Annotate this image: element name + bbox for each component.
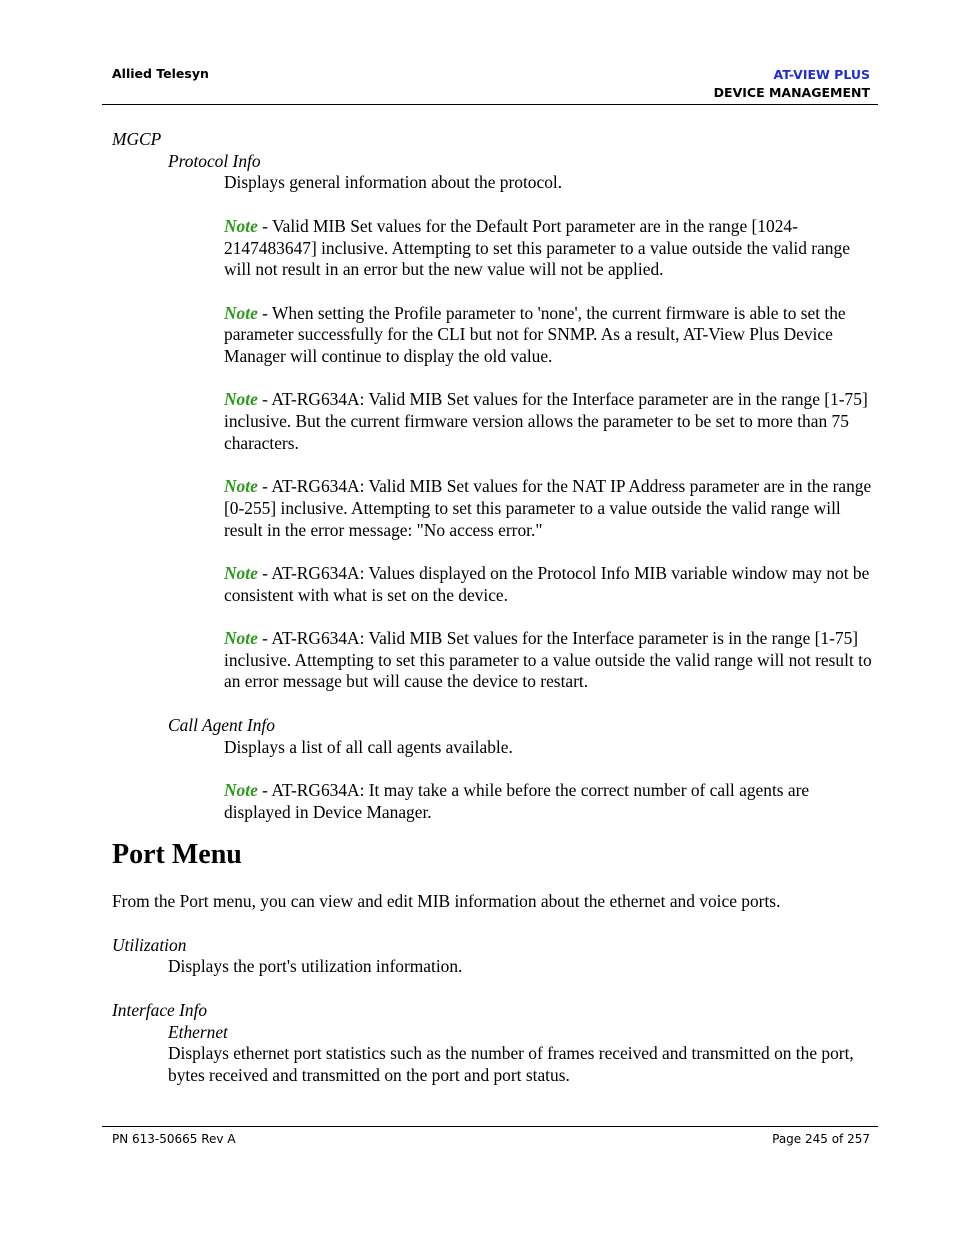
header-section: DEVICE MANAGEMENT bbox=[713, 85, 870, 100]
utilization-title: Utilization bbox=[112, 934, 187, 955]
note-label: Note bbox=[224, 628, 258, 649]
utilization-desc: Displays the port's utilization information. bbox=[168, 956, 463, 977]
header-right bbox=[714, 66, 870, 102]
protocol-info-desc: Displays general information about the protocol. bbox=[224, 172, 563, 193]
note-paragraph bbox=[112, 628, 872, 693]
note-text: - Valid MIB Set values for the Default Port parameter are in the range [1024-2147483647] inclusive. Attempting to set this parameter to a value outside the valid range will not result in an error but the new value will not be applied. bbox=[224, 215, 850, 280]
header-rule bbox=[102, 104, 878, 105]
header-company: Allied Telesyn bbox=[112, 66, 209, 81]
footer-rule bbox=[102, 1126, 878, 1127]
call-agent-info-desc: Displays a list of all call agents available. bbox=[224, 736, 513, 757]
note-text: - AT-RG634A: It may take a while before the correct number of call agents are displayed in Device Manager. bbox=[224, 779, 810, 822]
note-text: - AT-RG634A: Valid MIB Set values for the Interface parameter are in the range [1-75] inclusive. But the current firmware version allows the parameter to be set to more than 75 characters. bbox=[224, 389, 868, 453]
note-paragraph bbox=[112, 563, 872, 606]
interface-info-title: Interface Info bbox=[112, 999, 208, 1020]
note-paragraph bbox=[112, 216, 872, 281]
note-paragraph bbox=[112, 780, 872, 823]
note-label: Note bbox=[224, 562, 258, 583]
ethernet-title: Ethernet bbox=[168, 1021, 228, 1042]
header-product: AT-VIEW PLUS bbox=[773, 67, 870, 82]
note-label: Note bbox=[224, 215, 258, 236]
footer-part-number: PN 613-50665 Rev A bbox=[112, 1132, 236, 1146]
note-label: Note bbox=[224, 389, 258, 410]
note-label: Note bbox=[224, 779, 258, 800]
note-paragraph bbox=[112, 389, 872, 454]
note-text: - AT-RG634A: Valid MIB Set values for the Interface parameter is in the range [1-75] inclusive. Attempting to set this parameter to a value outside the valid range will not result to an error message but will cause the device to restart. bbox=[224, 628, 872, 692]
protocol-info-title: Protocol Info bbox=[168, 150, 261, 171]
note-paragraph bbox=[112, 476, 872, 541]
note-paragraph bbox=[112, 303, 872, 368]
note-label: Note bbox=[224, 302, 258, 323]
note-text: - AT-RG634A: Valid MIB Set values for the NAT IP Address parameter are in the range [0-255] inclusive. Attempting to set this parameter to a value outside the valid range will result in the error message: "No access error." bbox=[224, 476, 872, 540]
port-menu-intro: From the Port menu, you can view and edit MIB information about the ethernet and voice ports. bbox=[112, 891, 781, 912]
mgcp-title: MGCP bbox=[112, 129, 162, 149]
ethernet-desc: Displays ethernet port statistics such as the number of frames received and transmitted on the port, bytes received and transmitted on the port and port status. bbox=[168, 1043, 854, 1085]
call-agent-info-title: Call Agent Info bbox=[168, 714, 275, 735]
port-menu-heading: Port Menu bbox=[112, 839, 242, 871]
page-content bbox=[112, 129, 872, 1087]
note-text: - AT-RG634A: Values displayed on the Protocol Info MIB variable window may not be consistent with what is set on the device. bbox=[224, 562, 870, 605]
footer-page-number: Page 245 of 257 bbox=[772, 1132, 870, 1146]
note-label: Note bbox=[224, 476, 258, 497]
note-text: - When setting the Profile parameter to 'none', the current firmware is able to set the parameter successfully for the CLI but not for SNMP. As a result, AT-View Plus Device Manager will continue to display the old value. bbox=[224, 302, 846, 366]
